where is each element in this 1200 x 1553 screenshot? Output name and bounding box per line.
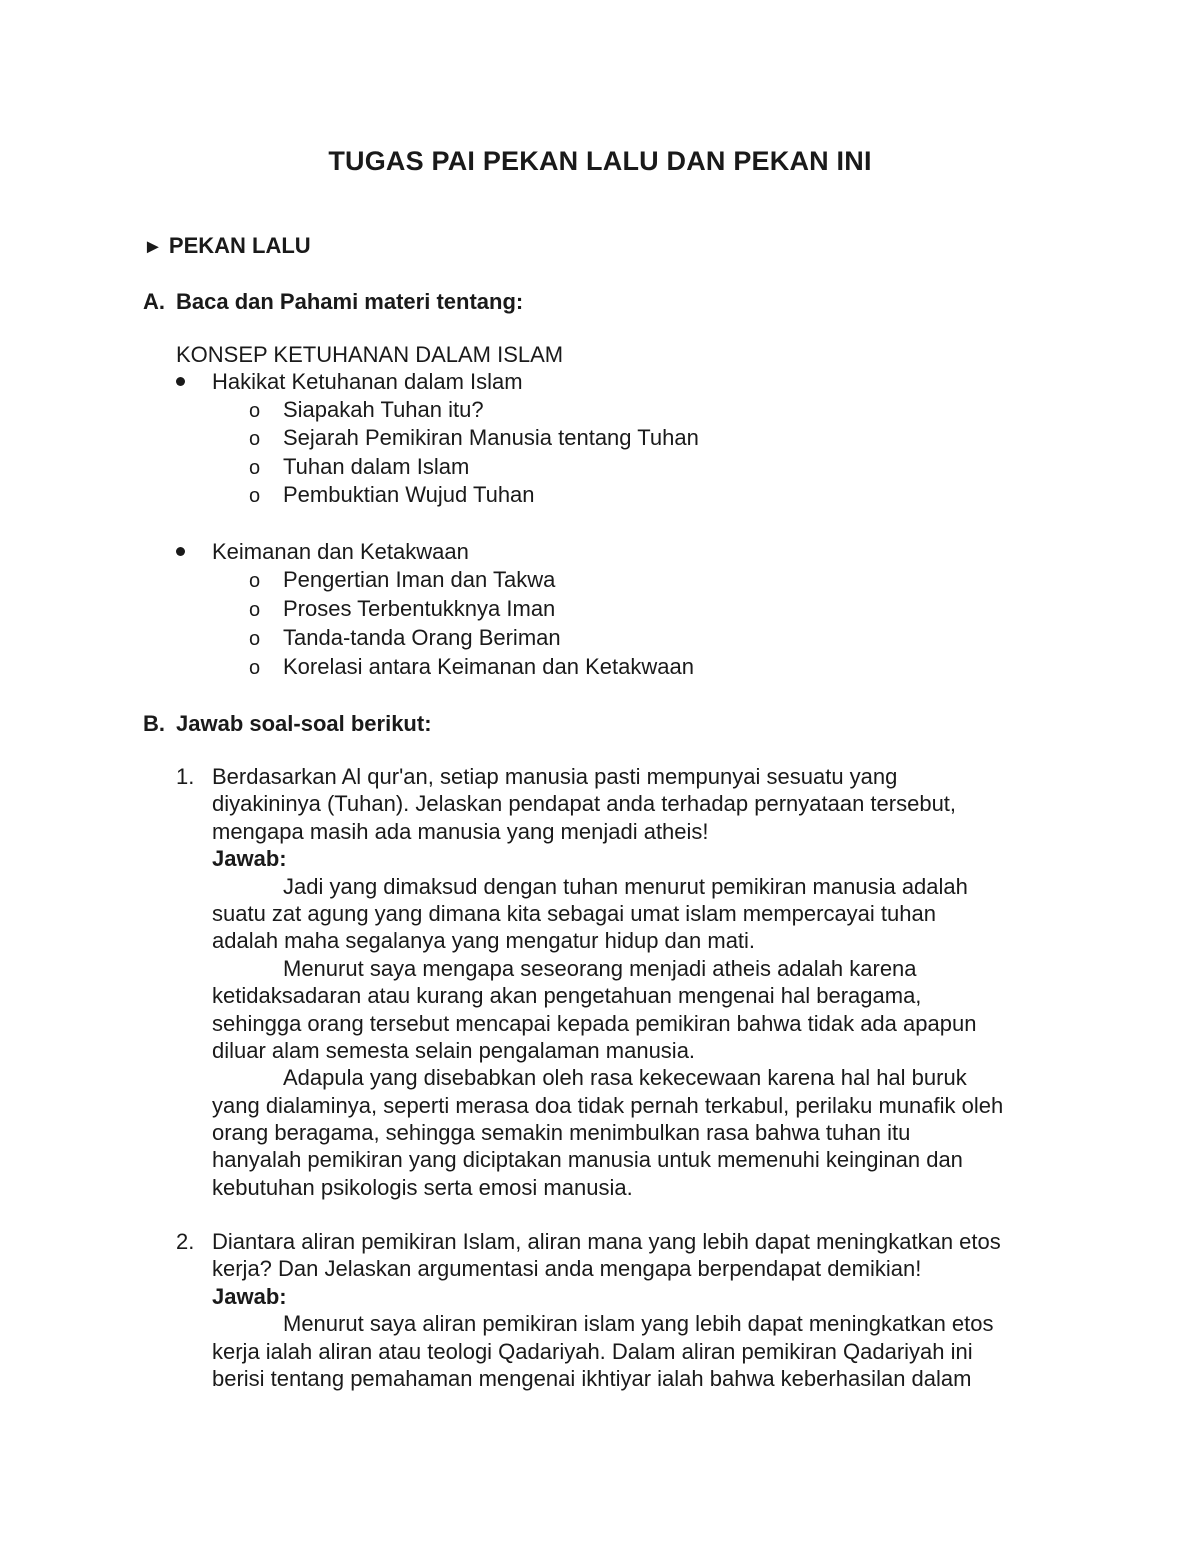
sub-item: Tuhan dalam Islam — [283, 454, 470, 479]
part-b-heading: Jawab soal-soal berikut: — [176, 711, 432, 736]
circle-bullet-icon: o — [249, 657, 261, 679]
arrow-icon: ► — [143, 236, 163, 258]
circle-bullet-icon: o — [249, 428, 261, 450]
sub-item: Proses Terbentukknya Iman — [283, 596, 556, 621]
question-line: kerja? Dan Jelaskan argumentasi anda mengapa berpendapat demikian! — [212, 1256, 922, 1282]
answer-line: diluar alam semesta selain pengalaman manusia. — [212, 1037, 696, 1063]
answer-line: orang beragama, sehingga semakin menimbulkan rasa bahwa tuhan itu — [212, 1120, 911, 1146]
sub-item: Tanda-tanda Orang Beriman — [283, 625, 561, 650]
answer-line: Adapula yang disebabkan oleh rasa kekecewaan karena hal hal buruk — [283, 1065, 967, 1091]
circle-bullet-icon: o — [249, 599, 261, 621]
answer-label: Jawab: — [212, 846, 287, 872]
bullet-item-label: Hakikat Ketuhanan dalam Islam — [212, 369, 523, 394]
question-line: Berdasarkan Al qur'an, setiap manusia pasti mempunyai sesuatu yang — [212, 764, 898, 789]
circle-bullet-icon: o — [249, 485, 261, 507]
circle-bullet-icon: o — [249, 628, 261, 650]
part-b-letter: B. — [143, 711, 165, 736]
question-1 — [212, 763, 1072, 1201]
answer-line: yang dialaminya, seperti merasa doa tidak pernah terkabul, perilaku munafik oleh — [212, 1092, 1004, 1118]
part-a-letter: A. — [143, 289, 165, 314]
answer-line: hanyalah pemikiran yang diciptakan manusia untuk memenuhi keinginan dan — [212, 1147, 963, 1173]
document-title: TUGAS PAI PEKAN LALU DAN PEKAN INI — [328, 146, 872, 176]
answer-line: sehingga orang tersebut mencapai kepada pemikiran bahwa tidak ada apapun — [212, 1010, 977, 1036]
circle-bullet-icon: o — [249, 400, 261, 422]
sub-item: Siapakah Tuhan itu? — [283, 397, 484, 422]
question-line: mengapa masih ada manusia yang menjadi atheis! — [212, 818, 709, 844]
answer-line: Jadi yang dimaksud dengan tuhan menurut pemikiran manusia adalah — [283, 873, 968, 899]
answer-line: adalah maha segalanya yang mengatur hidup dan mati. — [212, 928, 756, 954]
answer-line: berisi tentang pemahaman mengenai ikhtiyar ialah bahwa keberhasilan dalam — [212, 1365, 972, 1391]
answer-line: Menurut saya mengapa seseorang menjadi atheis adalah karena — [283, 955, 917, 981]
question-line: diyakininya (Tuhan). Jelaskan pendapat anda terhadap pernyataan tersebut, — [212, 791, 957, 817]
bullet-icon — [176, 377, 185, 386]
answer-line: suatu zat agung yang dimana kita sebagai umat islam mempercayai tuhan — [212, 900, 936, 926]
sub-item: Korelasi antara Keimanan dan Ketakwaan — [283, 654, 694, 679]
question-2 — [212, 1228, 1072, 1392]
circle-bullet-icon: o — [249, 570, 261, 592]
question-number: 2. — [176, 1229, 195, 1254]
question-number: 1. — [176, 764, 195, 789]
answer-label: Jawab: — [212, 1283, 287, 1309]
answer-line: Menurut saya aliran pemikiran islam yang lebih dapat meningkatkan etos — [283, 1311, 994, 1337]
bullet-icon — [176, 547, 185, 556]
topic-heading: KONSEP KETUHANAN DALAM ISLAM — [176, 342, 564, 367]
sub-item: Pengertian Iman dan Takwa — [283, 567, 556, 592]
answer-line: ketidaksadaran atau kurang akan pengetahuan mengenai hal beragama, — [212, 983, 922, 1009]
circle-bullet-icon: o — [249, 457, 261, 479]
sub-item: Pembuktian Wujud Tuhan — [283, 482, 535, 507]
sub-item: Sejarah Pemikiran Manusia tentang Tuhan — [283, 425, 699, 450]
bullet-item-label: Keimanan dan Ketakwaan — [212, 539, 469, 564]
section-week-label: PEKAN LALU — [168, 233, 311, 258]
answer-line: kerja ialah aliran atau teologi Qadariyah. Dalam aliran pemikiran Qadariyah ini — [212, 1338, 973, 1364]
section-week — [143, 232, 311, 261]
part-a-heading: Baca dan Pahami materi tentang: — [176, 289, 524, 314]
question-line: Diantara aliran pemikiran Islam, aliran mana yang lebih dapat meningkatkan etos — [212, 1229, 1001, 1254]
answer-line: kebutuhan psikologis serta emosi manusia. — [212, 1174, 633, 1200]
